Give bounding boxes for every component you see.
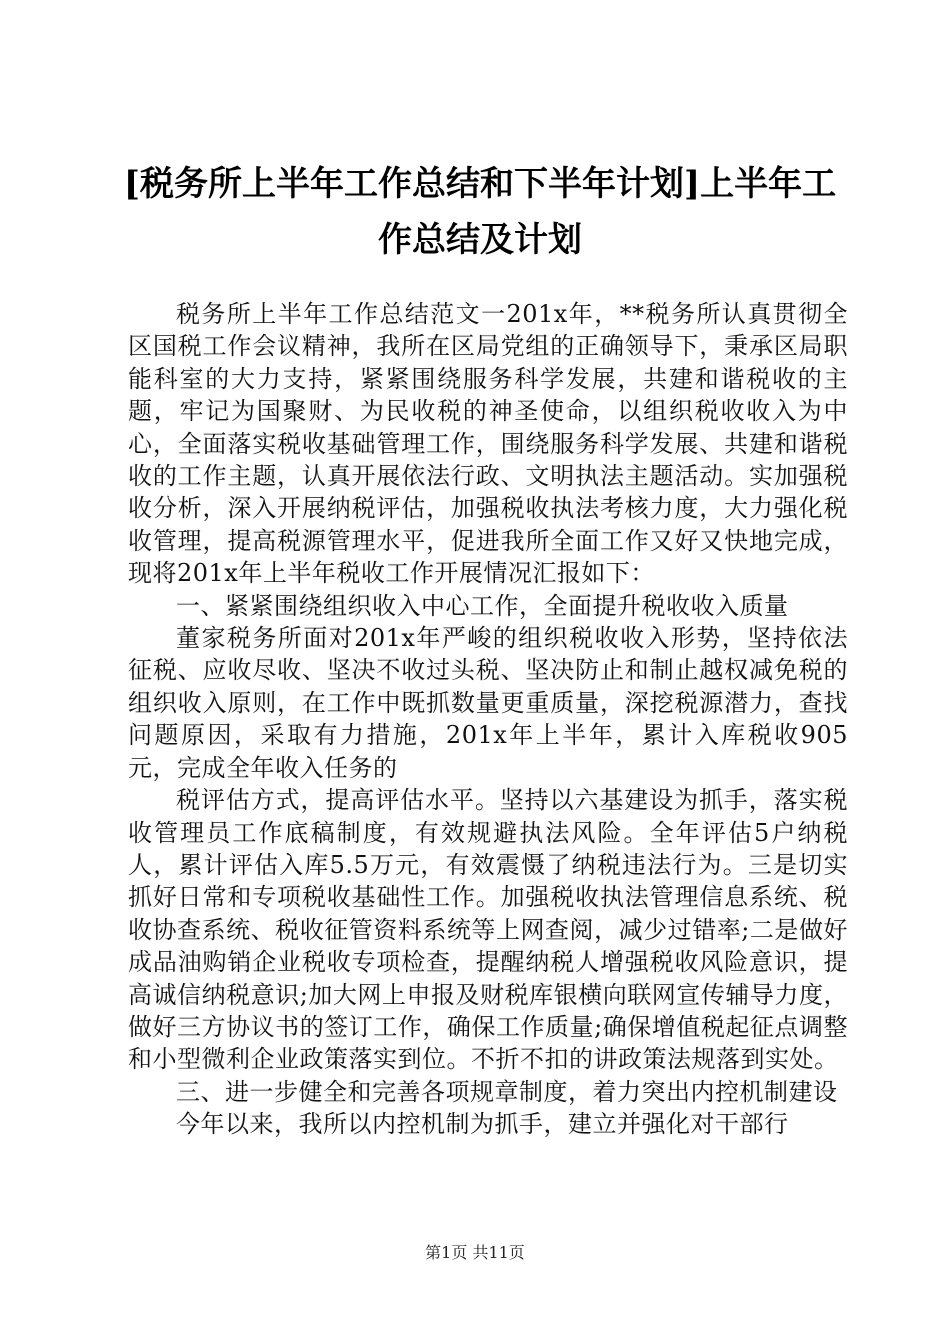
paragraph-intro: 税务所上半年工作总结范文一201x年，**税务所认真贯彻全区国税工作会议精神，我所在区局党组的正确领导下，秉承区局职能科室的大力支持，紧紧围绕服务科学发展，共建和谐税收的主题，牢记为国聚财、为民收税的神圣使命，以组织税收收入为中心，全面落实税收基础管理工作，围绕服务科学发展、共建和谐税收的工作主题，认真开展依法行政、文明执法主题活动。实加强税收分析，深入开展纳税评估，加强税收执法考核力度，大力强化税收管理，提高税源管理水平，促进我所全面工作又好又快地完成，现将201x年上半年税收工作开展情况汇报如下： bbox=[128, 300, 848, 588]
document-title: [税务所上半年工作总结和下半年计划]上半年工作总结及计划 bbox=[123, 164, 837, 260]
document-body bbox=[128, 298, 848, 1141]
paragraph-section-3: 今年以来，我所以内控机制为抓手，建立并强化对干部行 bbox=[176, 1110, 789, 1139]
section-heading-3: 三、进一步健全和完善各项规章制度，着力突出内控机制建设 bbox=[176, 1077, 838, 1106]
page-footer: 第1页 共11页 bbox=[425, 1243, 525, 1262]
paragraph-section-1: 董家税务所面对201x年严峻的组织税收收入形势，坚持依法征税、应收尽收、坚决不收过头税、坚决防止和制止越权减免税的组织收入原则，在工作中既抓数量更重质量，深挖税源潜力，查找问题原因，采取有力措施，201x年上半年，累计入库税收905元，完成全年收入任务的 bbox=[128, 624, 848, 782]
section-heading-1: 一、紧紧围绕组织收入中心工作，全面提升税收收入质量 bbox=[176, 591, 789, 620]
paragraph-evaluation: 税评估方式，提高评估水平。坚持以六基建设为抓手，落实税收管理员工作底稿制度，有效规避执法风险。全年评估5户纳税人，累计评估入库5.5万元，有效震慑了纳税违法行为。三是切实抓好日常和专项税收基础性工作。加强税收执法管理信息系统、税收协查系统、税收征管资料系统等上网查阅，减少过错率;二是做好成品油购销企业税收专项检查，提醒纳税人增强税收风险意识，提高诚信纳税意识;加大网上申报及财税库银横向联网宣传辅导力度，做好三方协议书的签订工作，确保工作质量;确保增值税起征点调整和小型微利企业政策落实到位。不折不扣的讲政策法规落到实处。 bbox=[128, 786, 848, 1074]
